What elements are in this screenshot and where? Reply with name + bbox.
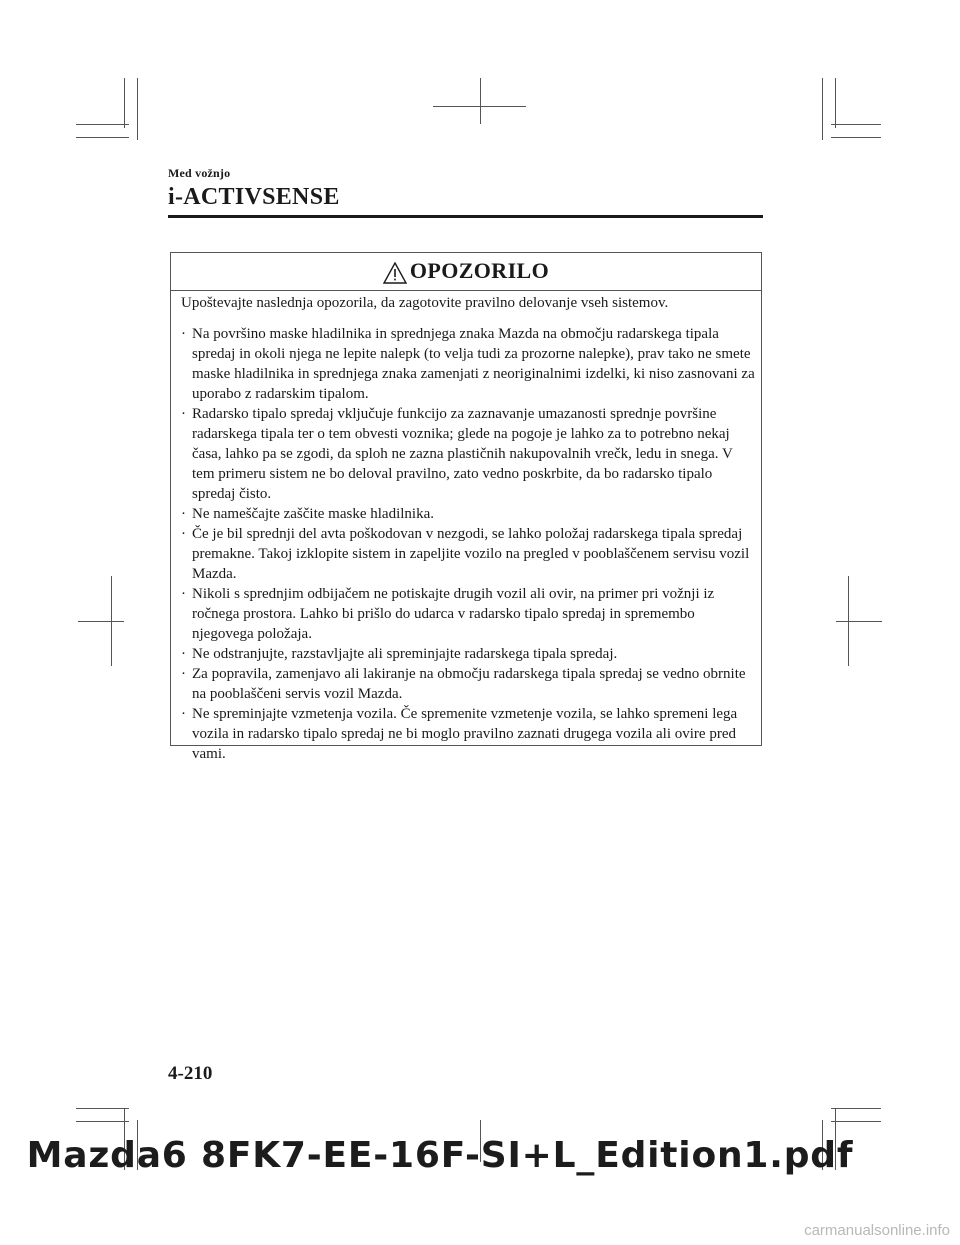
list-item-text: Na površino maske hladilnika in sprednjega znaka Mazda na območju radarskega tipala spredaj in okoli njega ne lepite nalepk (to velja tudi za prozorne nalepke), prav tako ne smete maske hladilnika in sprednjega znaka zamenjati z neoriginalnimi izdelki, ki niso zasnovani za uporabo z radarskim tipalom.	[192, 326, 755, 402]
warning-header	[171, 256, 761, 286]
warning-triangle-icon	[383, 262, 407, 284]
bullet: ·	[181, 646, 186, 662]
page-number: 4-210	[168, 1063, 213, 1084]
bullet: ·	[181, 706, 186, 722]
page-title: i-ACTIVSENSE	[168, 184, 340, 210]
bullet: ·	[181, 506, 186, 522]
list-item	[181, 524, 756, 584]
list-item	[181, 404, 756, 504]
list-item-text: Za popravila, zamenjavo ali lakiranje na območju radarskega tipala spredaj se vedno obrnite na pooblaščeni servis vozil Mazda.	[192, 666, 746, 702]
list-item	[181, 664, 756, 704]
bullet: ·	[181, 666, 186, 682]
list-item	[181, 504, 756, 524]
warning-list	[181, 324, 756, 764]
list-item	[181, 584, 756, 644]
list-item	[181, 644, 756, 664]
bullet: ·	[181, 406, 186, 422]
section-label: Med vožnjo	[168, 166, 231, 180]
title-divider	[168, 215, 763, 218]
bullet: ·	[181, 526, 186, 542]
list-item	[181, 704, 756, 764]
list-item-text: Če je bil sprednji del avta poškodovan v nezgodi, se lahko položaj radarskega tipala spredaj premakne. Takoj izklopite sistem in zapeljite vozilo na pregled v pooblaščenem servisu vozil Mazda.	[192, 526, 750, 582]
bullet: ·	[181, 586, 186, 602]
warning-intro: Upoštevajte naslednja opozorila, da zagotovite pravilno delovanje vseh sistemov.	[181, 295, 669, 311]
list-item-text: Ne nameščajte zaščite maske hladilnika.	[192, 506, 434, 522]
bullet: ·	[181, 326, 186, 342]
warning-title: OPOZORILO	[409, 258, 550, 283]
footer-filename: Mazda6 8FK7-EE-16F-SI+L_Edition1.pdf	[26, 1135, 854, 1176]
watermark: carmanualsonline.info	[804, 1222, 950, 1239]
warning-divider	[171, 290, 761, 291]
warning-box	[170, 252, 762, 762]
list-item-text: Radarsko tipalo spredaj vključuje funkcijo za zaznavanje umazanosti sprednje površine radarskega tipala ter o tem obvesti voznika; glede na pogoje je lahko za to potrebno nekaj časa, lahko pa se zgodi, da sploh ne zazna plastičnih nakupovalnih vrečk, ledu in snega. V tem primeru sistem ne bo deloval pravilno, zato vedno poskrbite, da bo radarsko tipalo spredaj čisto.	[192, 406, 733, 502]
list-item	[181, 324, 756, 404]
list-item-text: Nikoli s sprednjim odbijačem ne potiskajte drugih vozil ali ovir, na primer pri vožnji iz ročnega prostora. Lahko bi prišlo do udarca v radarsko tipalo spredaj in spremembo njegovega položaja.	[192, 586, 715, 642]
list-item-text: Ne odstranjujte, razstavljajte ali spreminjajte radarskega tipala spredaj.	[192, 646, 618, 662]
list-item-text: Ne spreminjajte vzmetenja vozila. Če spremenite vzmetenje vozila, se lahko spremeni lega vozila in radarsko tipalo spredaj ne bi moglo pravilno zaznati drugega vozila ali ovire pred vami.	[192, 706, 738, 762]
